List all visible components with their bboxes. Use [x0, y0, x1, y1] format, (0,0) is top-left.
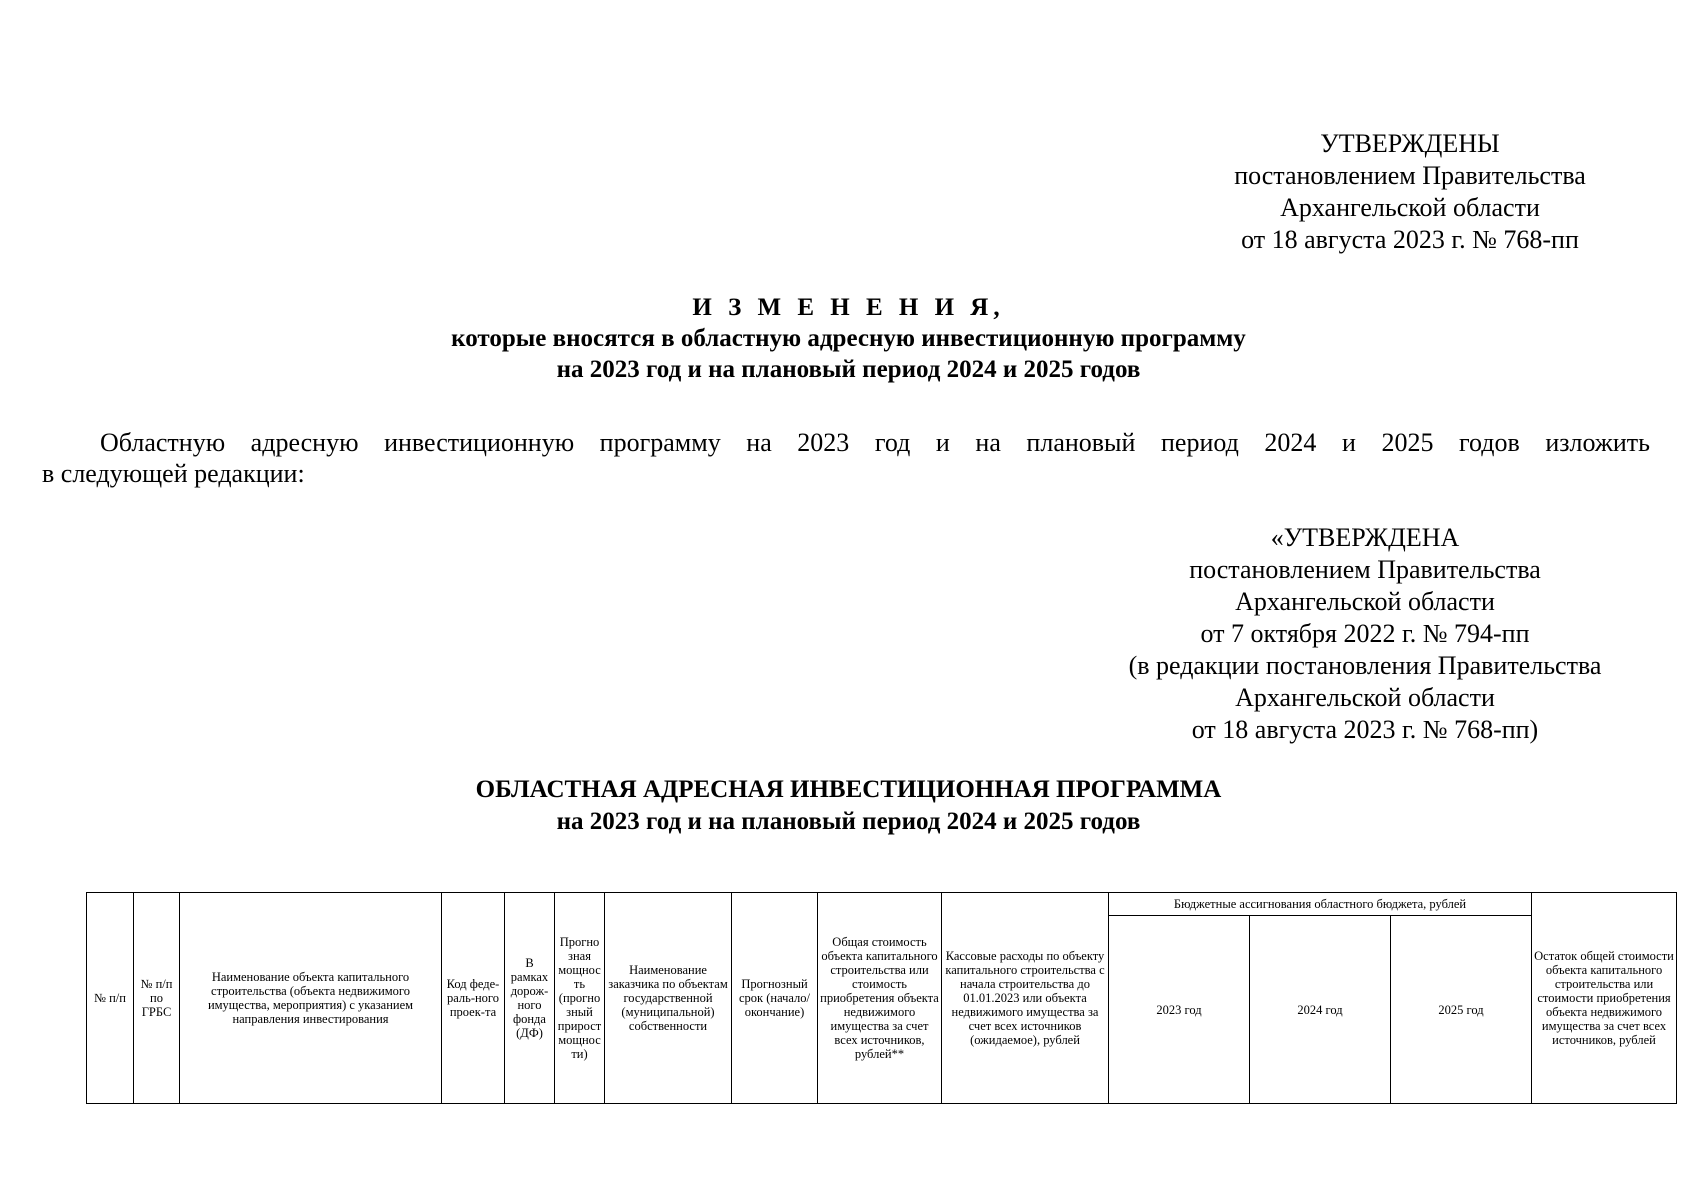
col-header-fed-project-code: Код феде-раль-ного проек-та: [442, 893, 505, 1104]
program-title: ОБЛАСТНАЯ АДРЕСНАЯ ИНВЕСТИЦИОННАЯ ПРОГРАММА: [475, 776, 1222, 803]
approval-line: Архангельской области: [1280, 193, 1540, 222]
col-header-object-name: Наименование объекта капитального строительства (объекта недвижимого имущества, мероприятия) с указанием направления инвестирования: [180, 893, 442, 1104]
col-header-term: Прогнозный срок (начало/ окончание): [732, 893, 818, 1104]
approval-line: Архангельской области: [1235, 587, 1495, 616]
approval-line: УТВЕРЖДЕНЫ: [1320, 129, 1500, 158]
approval-line: постановлением Правительства: [1189, 555, 1541, 584]
intro-paragraph: [42, 427, 1650, 489]
approval-line: постановлением Правительства: [1234, 161, 1586, 190]
col-header-budget-group: Бюджетные ассигнования областного бюджета, рублей: [1109, 893, 1532, 916]
approval-line: от 18 августа 2023 г. № 768-пп: [1241, 225, 1579, 254]
col-header-year-2024: 2024 год: [1250, 916, 1391, 1104]
col-header-forecast-capacity: Прогно зная мощнос ть (прогно зный прирост мощнос ти): [555, 893, 605, 1104]
col-header-num: № п/п: [87, 893, 134, 1104]
col-header-remainder: Остаток общей стоимости объекта капитального строительства или стоимости приобретения объекта недвижимого имущества за счет всех источников, рублей: [1532, 893, 1677, 1104]
approval-line: от 7 октября 2022 г. № 794-пп: [1200, 619, 1530, 648]
approval-line: (в редакции постановления Правительства: [1128, 651, 1602, 680]
program-subtitle: на 2023 год и на плановый период 2024 и 2025 годов: [556, 808, 1141, 835]
col-header-year-2025: 2025 год: [1391, 916, 1532, 1104]
col-header-cash-expenses: Кассовые расходы по объекту капитального строительства с начала строительства до 01.01.2023 или объекта недвижимого имущества за счет всех источников (ожидаемое), рублей: [942, 893, 1109, 1104]
intro-line-1: Областную адресную инвестиционную программу на 2023 год и на плановый период 2024 и 2025 годов изложить: [100, 428, 1650, 457]
col-header-road-fund: В рамках дорож-ного фонда (ДФ): [505, 893, 555, 1104]
col-header-total-cost: Общая стоимость объекта капитального строительства или стоимость приобретения объекта недвижимого имущества за счет всех источников, рублей**: [818, 893, 942, 1104]
program-table: [86, 892, 1677, 1104]
changes-subtitle-2: на 2023 год и на плановый период 2024 и 2025 годов: [556, 356, 1141, 383]
col-header-customer: Наименование заказчика по объектам государственной (муниципальной) собственности: [605, 893, 732, 1104]
approval-line: «УТВЕРЖДЕНА: [1270, 523, 1460, 552]
program-heading: [0, 774, 1697, 838]
changes-heading: [0, 292, 1697, 385]
changes-subtitle-1: которые вносятся в областную адресную инвестиционную программу: [451, 325, 1246, 352]
intro-line-2: в следующей редакции:: [42, 459, 305, 488]
approval-line: Архангельской области: [1235, 683, 1495, 712]
col-header-year-2023: 2023 год: [1109, 916, 1250, 1104]
approval-line: от 18 августа 2023 г. № 768-пп): [1191, 715, 1539, 744]
approval-stamp-program: [1050, 522, 1680, 746]
table-header-row: [87, 893, 1677, 916]
changes-title: И З М Е Н Е Н И Я,: [692, 294, 1005, 321]
col-header-num-grbs: № п/п по ГРБС: [134, 893, 180, 1104]
approval-stamp-top: [1200, 128, 1620, 256]
